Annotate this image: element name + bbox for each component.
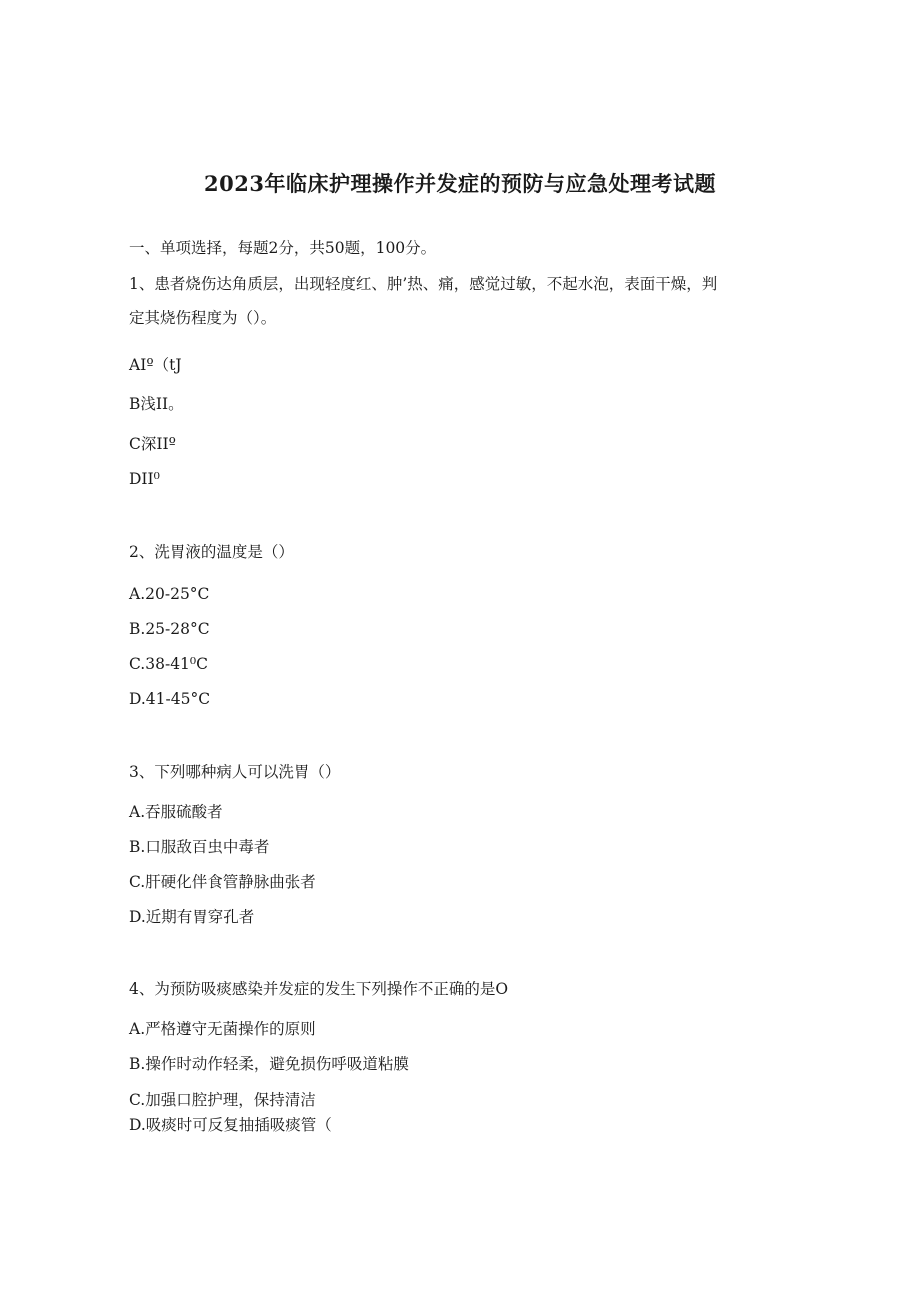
question-3-option-a: A.吞服硫酸者 — [129, 803, 223, 821]
question-1-option-d: DII⁰ — [129, 470, 160, 488]
question-3-option-c: C.肝硬化伴食管静脉曲张者 — [129, 873, 316, 891]
question-4-option-a: A.严格遵守无菌操作的原则 — [129, 1020, 316, 1038]
question-3-option-b: B.口服敌百虫中毒者 — [129, 838, 270, 856]
question-1-stem-line2: 定其烧伤程度为（）。 — [129, 309, 277, 327]
question-1-option-a: AIº（tJ — [129, 356, 182, 374]
question-2-option-b: B.25-28°C — [129, 620, 210, 638]
question-3-option-d: D.近期有胃穿孔者 — [129, 908, 255, 926]
section-heading: 一、单项选择，每题2分，共50题，100分。 — [129, 239, 437, 257]
question-2-option-a: A.20-25°C — [129, 585, 210, 603]
question-2-option-c: C.38-41⁰C — [129, 655, 208, 673]
question-4-option-d: D.吸痰时可反复抽插吸痰管（ — [129, 1116, 332, 1134]
question-4-option-c: C.加强口腔护理，保持清洁 — [129, 1091, 316, 1109]
question-3-stem: 3、下列哪种病人可以洗胃（） — [129, 763, 341, 781]
question-2-stem: 2、洗胃液的温度是（） — [129, 543, 294, 561]
question-1-option-c: C深IIº — [129, 435, 176, 453]
question-2-option-d: D.41-45°C — [129, 690, 211, 708]
question-4-stem: 4、为预防吸痰感染并发症的发生下列操作不正确的是O — [129, 980, 509, 998]
question-4-option-b: B.操作时动作轻柔，避免损伤呼吸道粘膜 — [129, 1055, 409, 1073]
question-1-option-b: B浅II。 — [129, 395, 184, 413]
document-title: 2023年临床护理操作并发症的预防与应急处理考试题 — [204, 171, 716, 196]
question-1-stem-line1: 1、患者烧伤达角质层，出现轻度红、肿’热、痛，感觉过敏，不起水泡，表面干燥，判 — [129, 275, 718, 293]
